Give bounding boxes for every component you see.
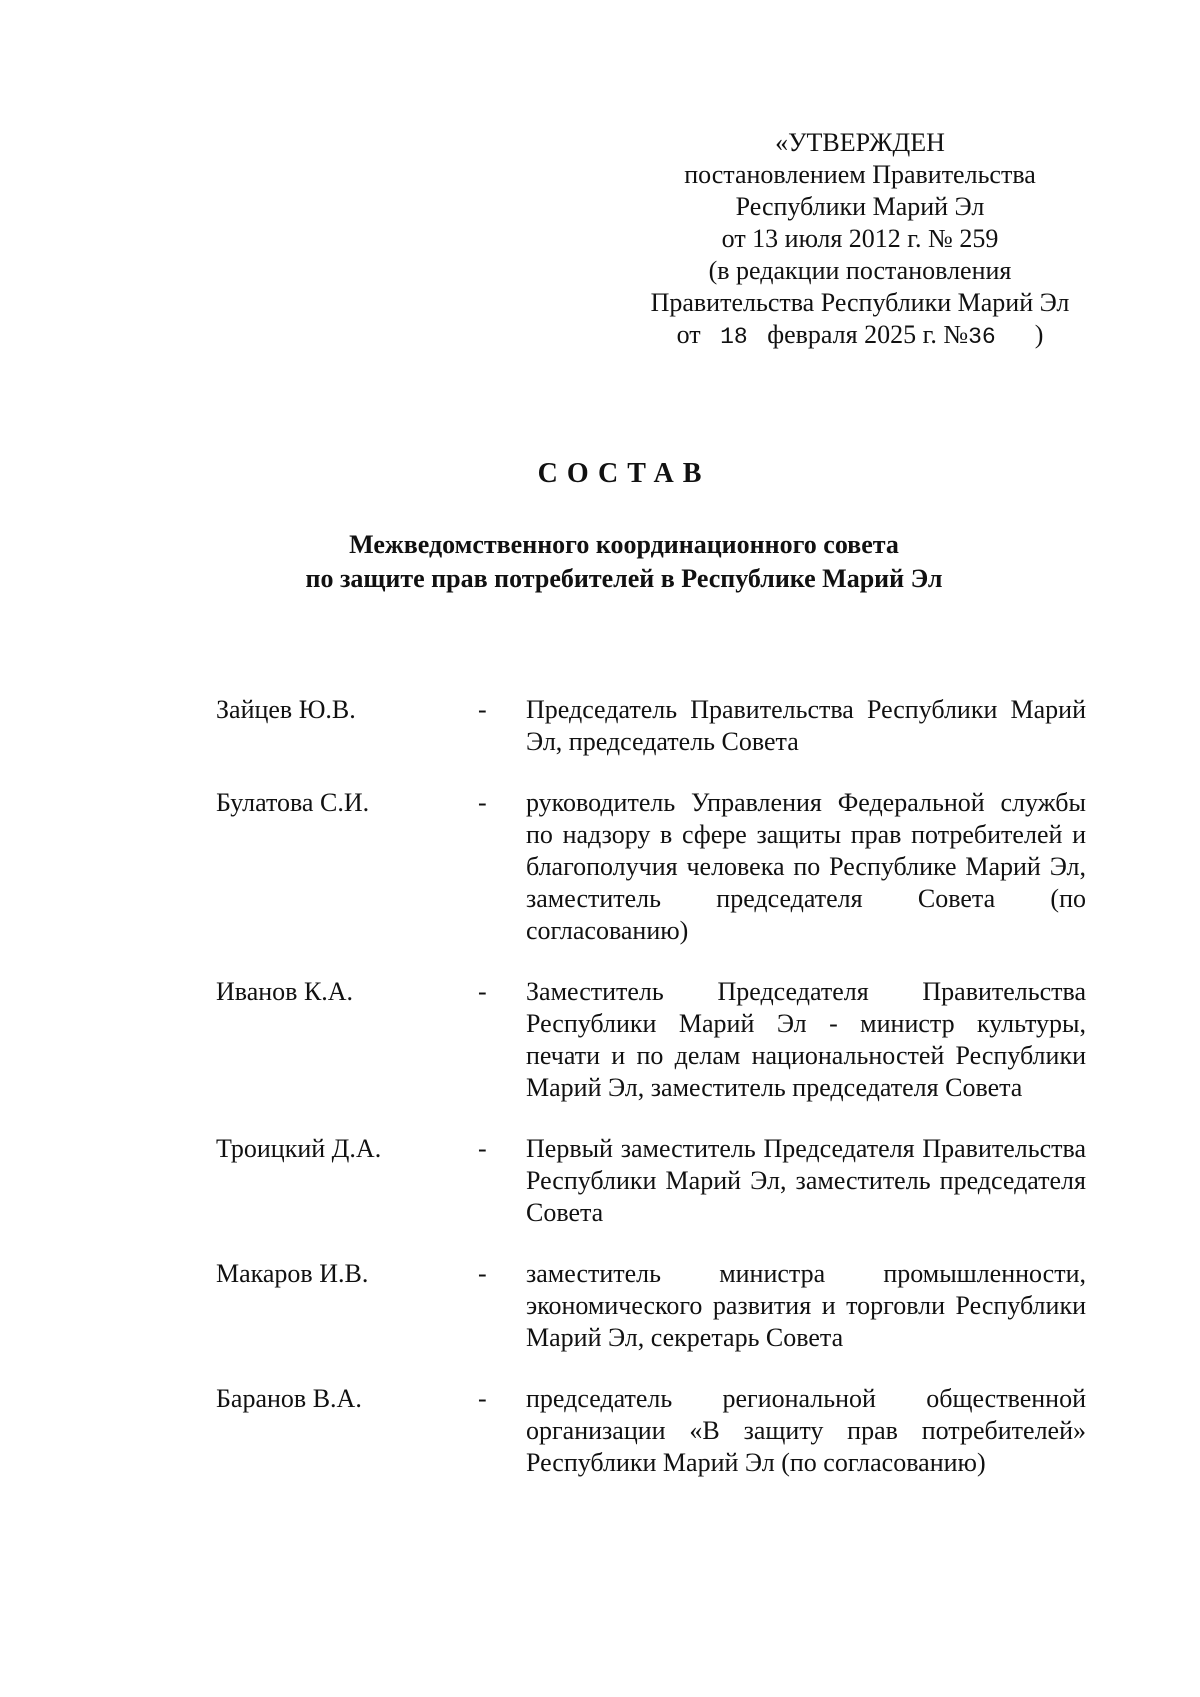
approval-line: постановлением Правительства [684,160,1036,189]
approval-line: Правительства Республики Марий Эл [650,288,1070,317]
members-list [216,694,1086,1508]
member-dash: - [478,1259,487,1288]
approval-line: «УТВЕРЖДЕН [775,128,945,157]
subtitle-line: Межведомственного координационного совета [349,530,899,559]
approval-line: Республики Марий Эл [735,192,985,221]
member-row [216,976,1086,1104]
subtitle-line: по защите прав потребителей в Республике Марий Эл [305,564,943,593]
member-row [216,1133,1086,1229]
member-row [216,1383,1086,1479]
member-role: председатель региональной общественной организации «В защиту прав потребителей» Республики Марий Эл (по согласованию) [526,1384,1086,1477]
member-name: Троицкий Д.А. [216,1134,382,1163]
member-name: Булатова С.И. [216,788,370,817]
member-name: Баранов В.А. [216,1384,362,1413]
member-dash: - [478,1384,487,1413]
approval-date-line [600,319,1120,353]
member-role: Первый заместитель Председателя Правительства Республики Марий Эл, заместитель председателя Совета [526,1134,1086,1227]
document-subtitle [0,528,1200,596]
approval-line: (в редакции постановления [708,256,1012,285]
member-role: Председатель Правительства Республики Марий Эл, председатель Совета [526,695,1086,756]
approval-date-prefix: от [676,320,701,349]
member-row [216,694,1086,758]
member-dash: - [478,977,487,1006]
member-row [216,1258,1086,1354]
member-name: Иванов К.А. [216,977,354,1006]
member-role: заместитель министра промышленности, экономического развития и торговли Республики Марий Эл, секретарь Совета [526,1259,1086,1352]
document-title: СОСТАВ [537,458,711,489]
approval-number: 36 [968,324,996,350]
member-dash: - [478,695,487,724]
member-dash: - [478,1134,487,1163]
member-role: руководитель Управления Федеральной службы по надзору в сфере защиты прав потребителей и благополучия человека по Республике Марий Эл, заместитель председателя Совета (по согласованию) [526,788,1086,945]
approval-date-suffix: ) [1034,320,1044,349]
approval-date-day: 18 [720,324,748,350]
member-role: Заместитель Председателя Правительства Республики Марий Эл - министр культуры, печати и по делам национальностей Республики Марий Эл, заместитель председателя Совета [526,977,1086,1102]
approval-line: от 13 июля 2012 г. № 259 [721,224,999,253]
member-name: Зайцев Ю.В. [216,695,356,724]
approval-stamp-block [600,127,1120,353]
member-name: Макаров И.В. [216,1259,369,1288]
member-dash: - [478,788,487,817]
approval-date-middle: февраля 2025 г. № [767,320,969,349]
member-row [216,787,1086,947]
